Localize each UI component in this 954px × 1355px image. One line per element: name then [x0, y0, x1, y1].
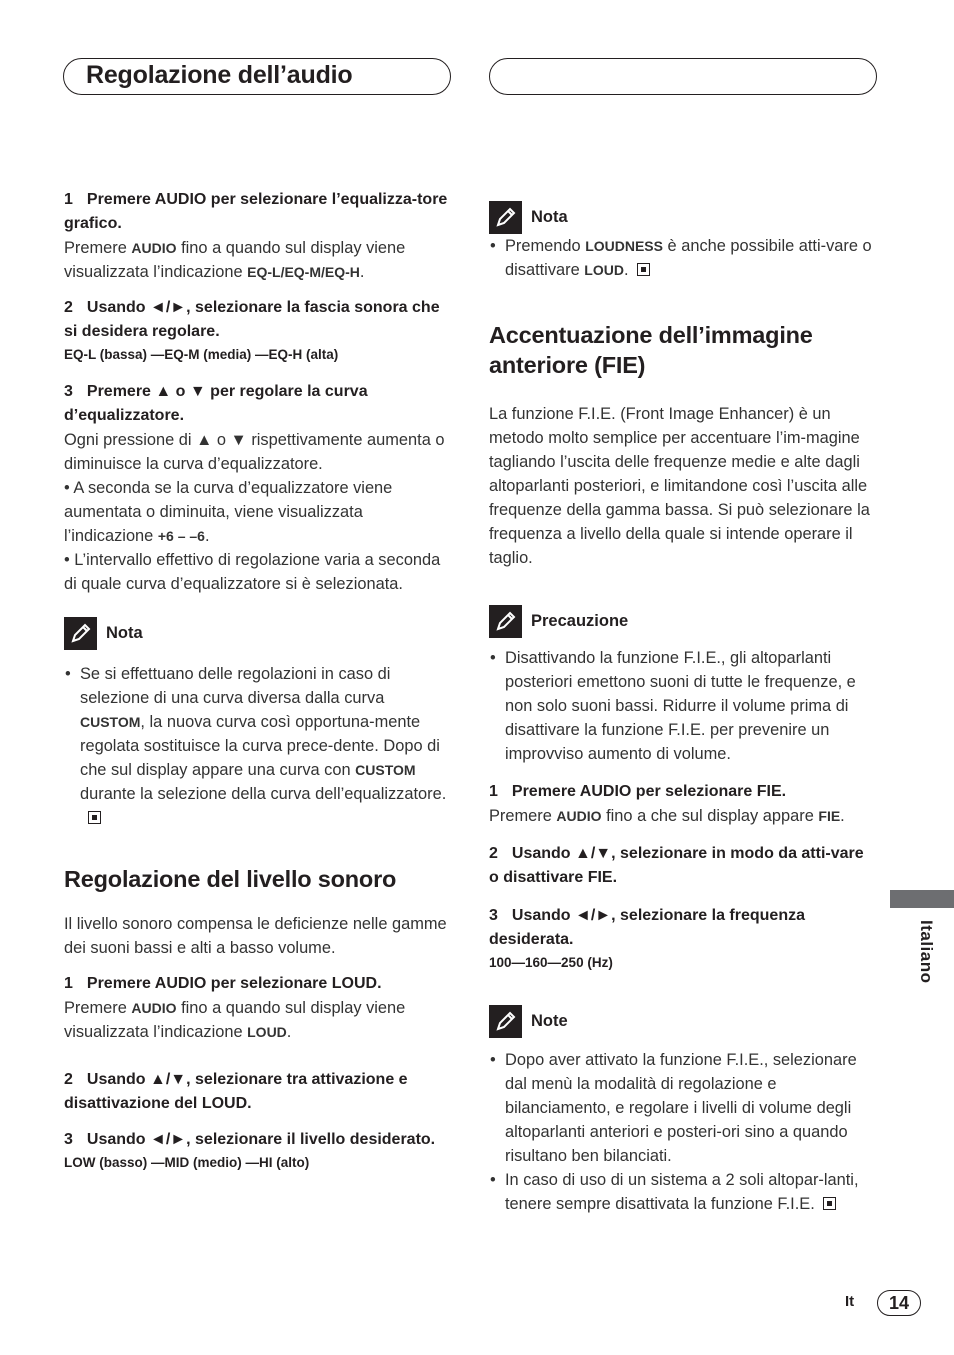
note-bullet-2: • In caso di uso di un sistema a 2 soli altopar-lanti, tenere sempre disattivata la funzione F.I.E. [489, 1168, 877, 1216]
caution-heading [489, 604, 877, 638]
step-3-fie: 3 Usando ◄/►, selezionare la frequenza desiderata. [489, 907, 805, 948]
page-language-code: It [845, 1293, 855, 1310]
end-mark-icon [823, 1197, 836, 1210]
pencil-note-icon [489, 201, 522, 234]
step-3-eq: 3 Premere ▲ o ▼ per regolare la curva d’equalizzatore. [64, 383, 368, 424]
note-label: Nota [531, 208, 568, 226]
note-heading-right [489, 200, 877, 234]
note-bullet: • Se si effettuano delle regolazioni in caso di selezione di una curva diversa dalla curva CUSTOM, la nuova curva così opportuna-mente regolata sostituisce la curva prece-dente. Dopo di che sul display appare una curva con CUSTOM durante la selezione della curva dell’equalizzatore. [64, 662, 452, 830]
fie-intro: La funzione F.I.E. (Front Image Enhancer) è un metodo molto semplice per accentuare l’im-magine tagliando l’uscita delle frequenze medie e alte dagli altoparlanti posteriori, e limitandone così l’uscita alle frequenze della gamma bassa. Si può selezionare la frequenza a livello della quale si intende operare il taglio. [489, 405, 870, 567]
right-column [489, 200, 877, 1216]
note-bullet-1: • Dopo aver attivato la funzione F.I.E., selezionare dal menù la modalità di regolazione e bilanciamento, e regolare i livelli di volume degli altoparlanti anteriori e posteri-ori sino a quando risultano ben bilanciati. [489, 1048, 877, 1168]
step-1-eq-body: Premere AUDIO fino a quando sul display viene visualizzata l’indicazione EQ-L/EQ-M/EQ-H. [64, 239, 406, 281]
step-3-eq-bullet-1: • A seconda se la curva d’equalizzatore viene aumentata o diminuita, viene visualizzata l’indicazione +6 – –6. [64, 479, 393, 545]
note-label: Nota [106, 624, 143, 642]
step-1-loud-body: Premere AUDIO fino a quando sul display viene visualizzata l’indicazione LOUD. [64, 999, 406, 1041]
end-mark-icon [637, 263, 650, 276]
page-number: 14 [877, 1290, 921, 1316]
loudness-intro: Il livello sonoro compensa le deficienze nelle gamme dei suoni bassi e alti a basso volume. [64, 915, 447, 957]
caution-label: Precauzione [531, 612, 629, 630]
pencil-note-icon [64, 617, 97, 650]
note-loudness-bullet: • Premendo LOUDNESS è anche possibile atti-vare o disattivare LOUD. [489, 234, 877, 282]
loud-sequence: LOW (basso) —MID (medio) —HI (alto) [64, 1155, 310, 1170]
left-column [64, 188, 452, 1174]
fie-sequence: 100—160—250 (Hz) [489, 955, 613, 970]
step-3-loud: 3 Usando ◄/►, selezionare il livello desiderato. [64, 1131, 436, 1148]
language-tab-marker [890, 890, 954, 908]
section-title-loudness: Regolazione del livello sonoro [64, 866, 397, 892]
note-heading-right-2 [489, 1004, 877, 1038]
step-1-eq: 1 Premere AUDIO per selezionare l’equalizza-tore grafico. [64, 191, 448, 232]
step-1-loud: 1 Premere AUDIO per selezionare LOUD. [64, 975, 382, 992]
step-1-fie: 1 Premere AUDIO per selezionare FIE. [489, 783, 787, 800]
language-tab-label: Italiano [917, 920, 936, 984]
step-2-loud: 2 Usando ▲/▼, selezionare tra attivazione e disattivazione del LOUD. [64, 1071, 408, 1112]
pencil-note-icon [489, 605, 522, 638]
caution-bullet: • Disattivando la funzione F.I.E., gli altoparlanti posteriori emettono suoni di tutte le frequenze, e non solo suoni bassi. Ridurre il volume prima di disattivare la funzione F.I.E. per prevenire un improvviso aumento di volume. [489, 646, 877, 766]
step-3-eq-body: Ogni pressione di ▲ o ▼ rispettivamente aumenta o diminuisce la curva d’equalizzatore. [64, 431, 445, 473]
step-3-eq-bullet-2: • L’intervallo effettivo di regolazione varia a seconda di quale curva d’equalizzatore si è selezionata. [64, 551, 441, 593]
page-title: Regolazione dell’audio [86, 61, 353, 89]
header-title-box [63, 58, 451, 95]
header-right-box [489, 58, 877, 95]
step-2-eq: 2 Usando ◄/►, selezionare la fascia sonora che si desidera regolare. [64, 299, 440, 340]
eq-sequence: EQ-L (bassa) —EQ-M (media) —EQ-H (alta) [64, 347, 339, 362]
note-heading [64, 616, 452, 650]
step-1-fie-body: Premere AUDIO fino a che sul display appare FIE. [489, 807, 845, 825]
end-mark-icon [88, 811, 101, 824]
section-title-fie: Accentuazione dell’immagine anteriore (FIE) [489, 322, 813, 378]
note-label: Note [531, 1012, 568, 1030]
pencil-note-icon [489, 1005, 522, 1038]
step-2-fie: 2 Usando ▲/▼, selezionare in modo da atti-vare o disattivare FIE. [489, 845, 864, 886]
